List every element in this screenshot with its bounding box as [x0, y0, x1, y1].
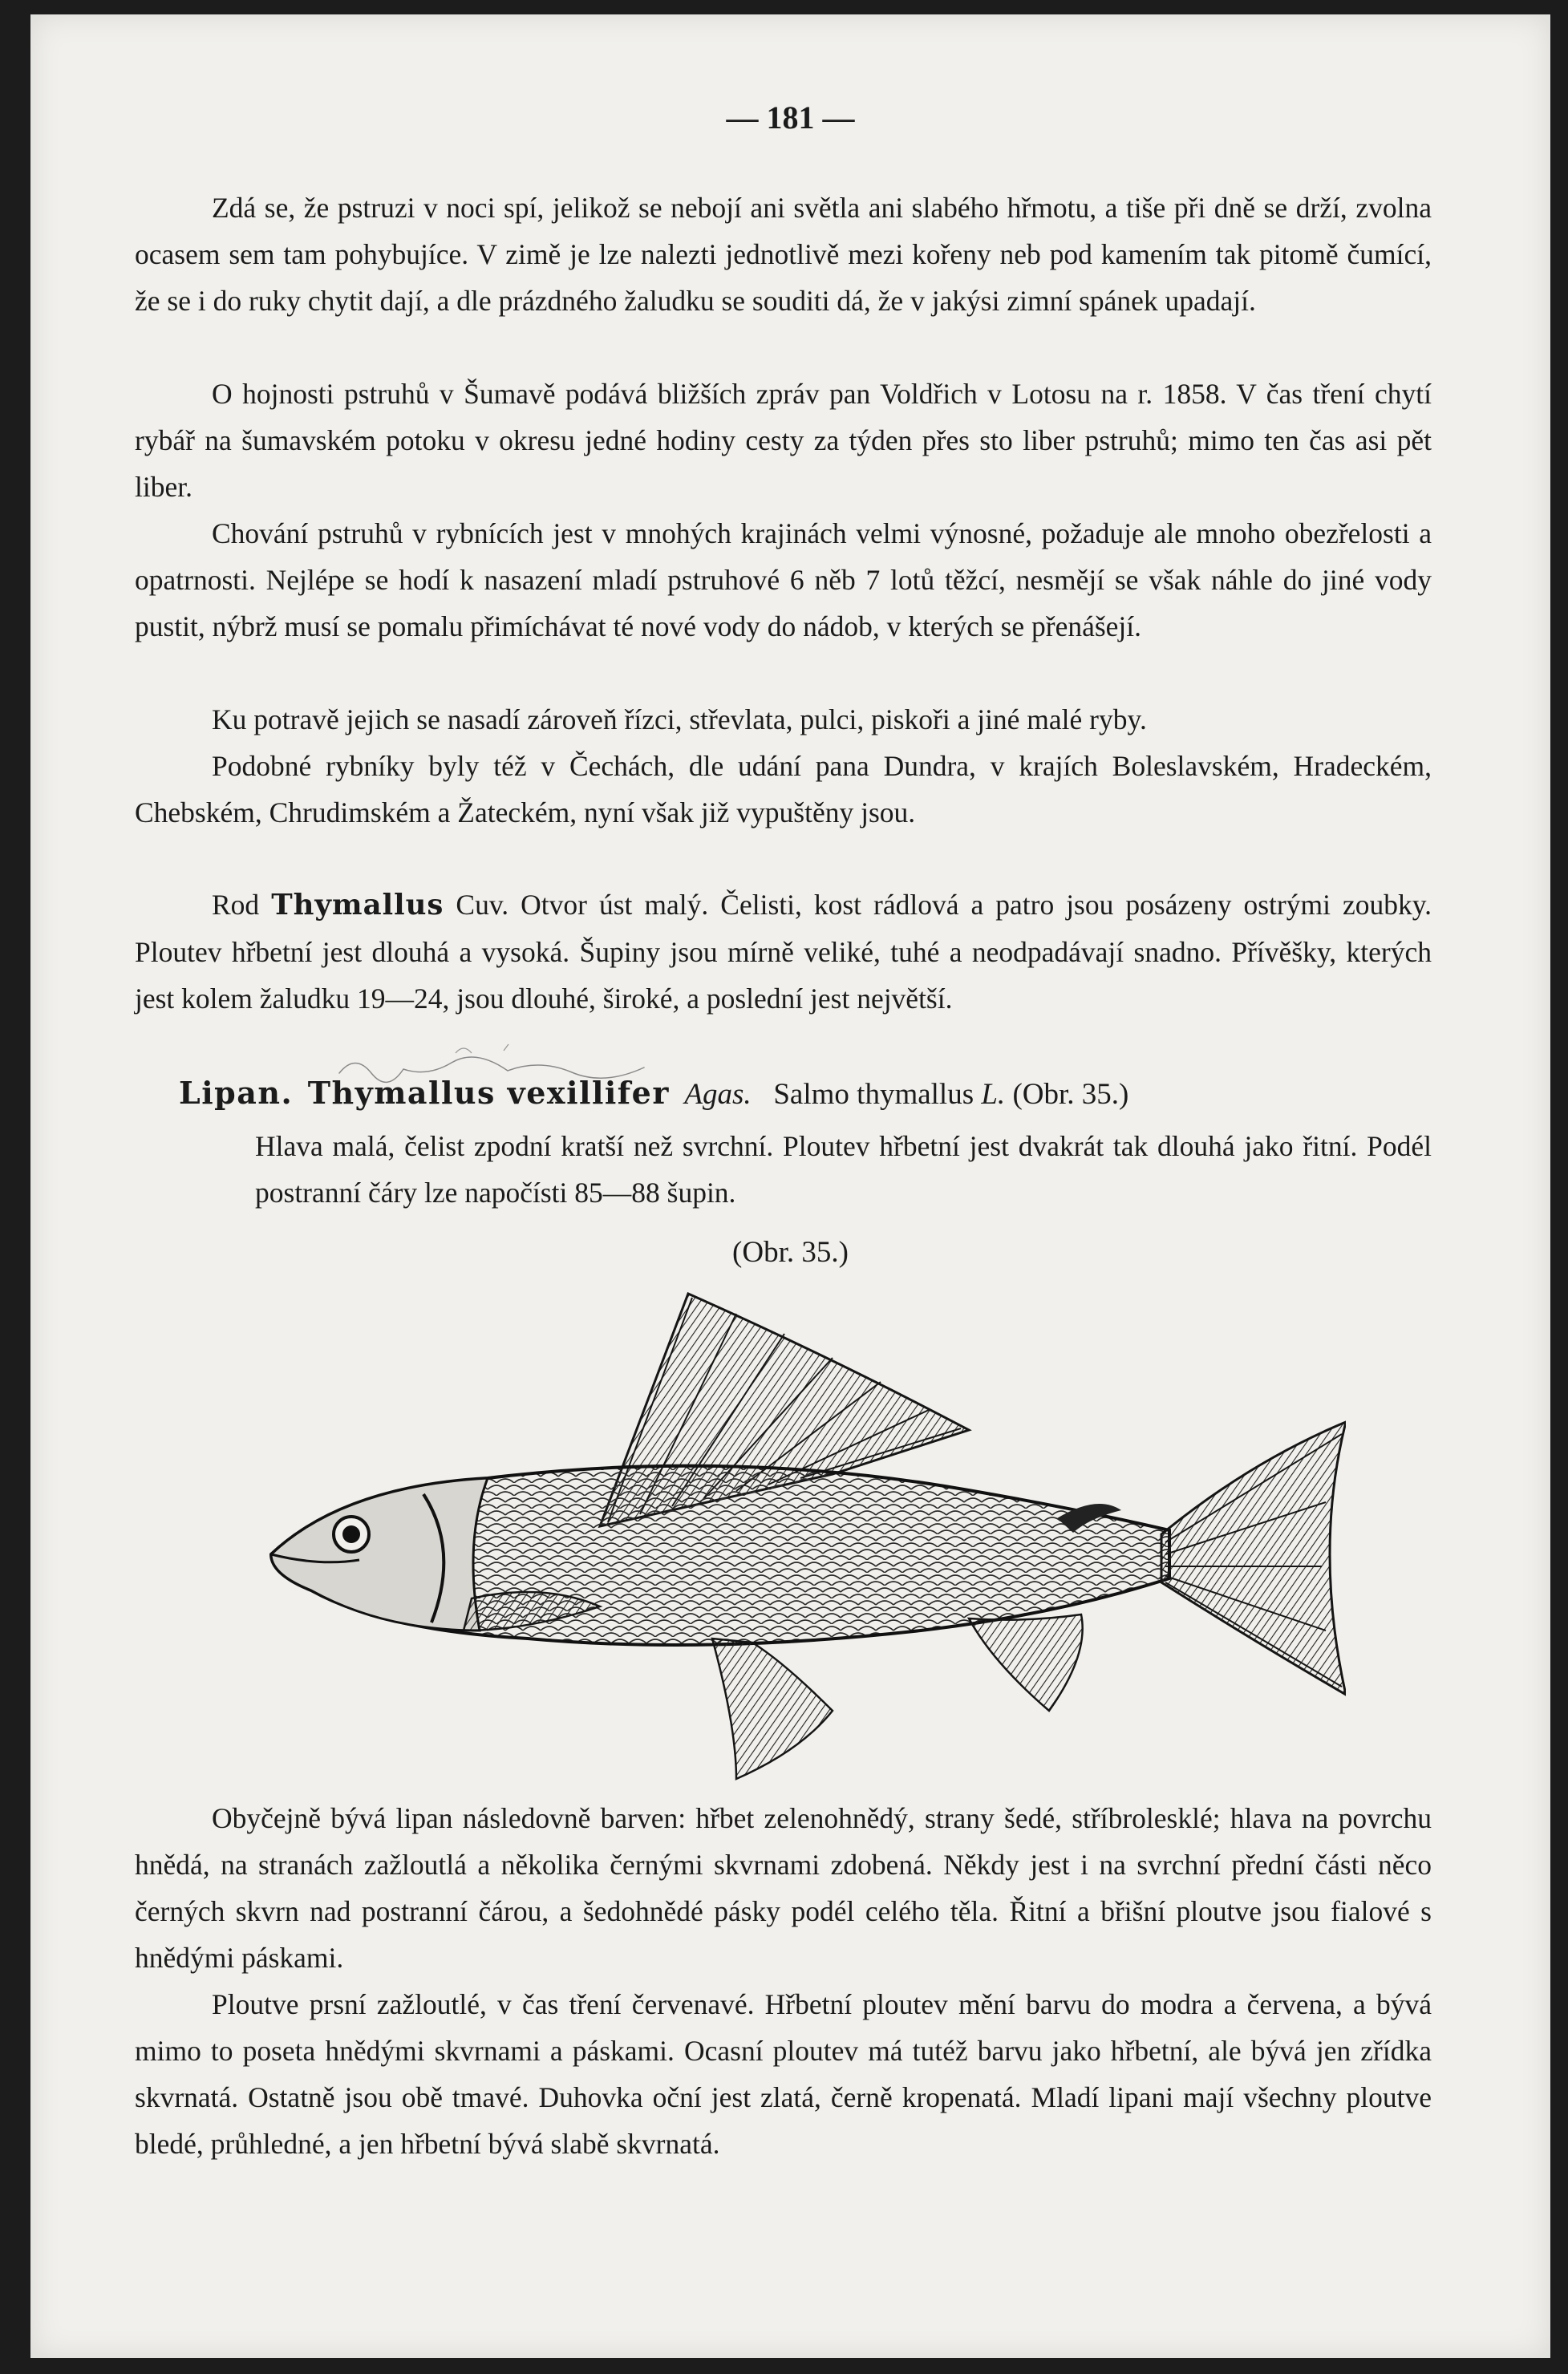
paragraph-trout-food: Ku potravě jejich se nasadí zároveň řízci, střevlata, pulci, piskoři a jiné malé ryby.: [212, 703, 1147, 735]
paragraph-trout-ponds: Chování pstruhů v rybnících jest v mnohých krajinách velmi výnosné, požaduje ale mnoho obezřelosti a opatrnosti. Nejlépe se hodí k nasazení mladí pstruhové 6 něb 7 lotů těžcí, nesmějí se však náhle do jiné vody pustit, nýbrž musí se pomalu přimíchávat té nové vody do nádob, v kterých se přenášejí.: [135, 517, 1432, 642]
paragraph-ponds-bohemia: Podobné rybníky byly též v Čechách, dle udání pana Dundra, v krajích Boleslavském, Hradeckém, Chebském, Chrudimském a Žateckém, nyní však již vypuštěny jsou.: [135, 750, 1432, 828]
paragraph-trout-abundance: O hojnosti pstruhů v Šumavě podává bližších zpráv pan Voldřich v Lotosu na r. 1858. V čas tření chytí rybář na šumavském potoku v okresu jedné hodiny cesty za týden přes sto liber pstruhů; mimo ten čas asi pět liber.: [135, 378, 1432, 503]
book-page: [30, 14, 1550, 2358]
page-number: — 181 —: [726, 99, 855, 136]
genus-prefix: Rod: [212, 889, 260, 921]
figure-caption: (Obr. 35.): [732, 1236, 849, 1269]
genus-text: Cuv. Otvor úst malý. Čelisti, kost rádlová a patro jsou posázeny ostrými zoubky. Ploutev hřbetní jest dlouhá a vysoká. Šupiny jsou mírně veliké, tuhé a neodpadávají snadno. Přívěšky, kterých jest kolem žaludku 19—24, jsou dlouhé, široké, a poslední jest největší.: [135, 889, 1432, 1015]
species-synonym: Salmo thymallus: [773, 1078, 974, 1111]
paragraph-trout-sleep: Zdá se, že pstruzi v noci spí, jelikož se nebojí ani světla ani slabého hřmotu, a tiše při dně se drží, zvolna ocasem sem tam pohybujíce. V zimě je lze nalezti jednotlivě mezi kořeny neb pod kamením tak pitomě čumící, že se i do ruky chytit dají, a dle prázdného žaludku se souditi dá, že v jakýsi zimní spánek upadají.: [135, 192, 1432, 317]
species-synonym-author: L.: [981, 1078, 1006, 1111]
grayling-fish-illustration: [223, 1278, 1346, 1791]
species-common-name: Lipan.: [179, 1075, 294, 1111]
species-figure-ref: (Obr. 35.): [1012, 1078, 1129, 1111]
species-heading: [179, 1075, 1430, 1112]
genus-name: Thymallus: [271, 889, 444, 922]
genus-description: [135, 881, 1432, 1022]
paragraph-grayling-coloration: Obyčejně bývá lipan následovně barven: hřbet zelenohnědý, strany šedé, stříbrolesklé; hlava na povrchu hnědá, na stranách zažloutlá a několika černými skvrnami zdobená. Někdy jest i na svrchní přední části něco černých skvrn nad postranní čárou, a šedohnědé pásky podél celého těla. Řitní a břišní ploutve jsou fialové s hnědými páskami.: [135, 1802, 1432, 1974]
paragraph-grayling-fins: Ploutve prsní zažloutlé, v čas tření červenavé. Hřbetní ploutev mění barvu do modra a červena, a bývá mimo to poseta hnědými skvrnami a páskami. Ocasní ploutev má tutéž barvu jako hřbetní, ale bývá jen zřídka skvrnatá. Ostatně jsou obě tmavé. Duhovka oční jest zlatá, černě kropenatá. Mladí lipani mají všechny ploutve bledé, průhledné, a jen hřbetní bývá slabě skvrnatá.: [135, 1988, 1432, 2160]
species-diagnosis: Hlava malá, čelist zpodní kratší než svrchní. Ploutev hřbetní jest dvakrát tak dlouhá jako řitní. Podél postranní čáry lze napočísti 85—88 šupin.: [255, 1130, 1432, 1209]
species-author: Agas.: [684, 1078, 752, 1111]
species-latin-name: Thymallus vexillifer: [307, 1075, 670, 1111]
